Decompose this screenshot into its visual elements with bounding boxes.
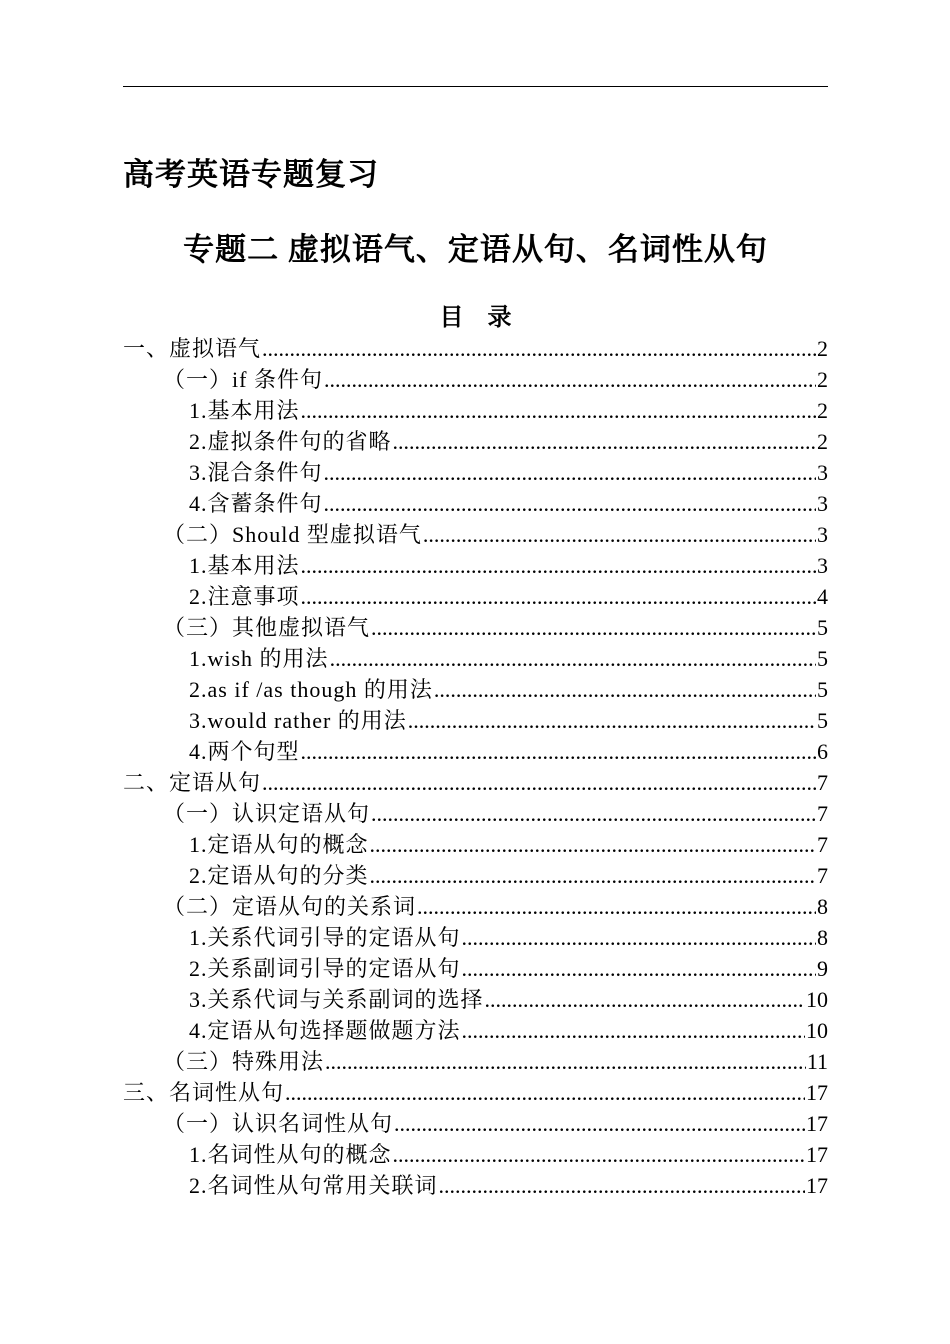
toc-entry-page-number: 6 xyxy=(817,739,828,764)
toc-entry-label: （一）if 条件句 xyxy=(163,367,323,392)
toc-dot-leader xyxy=(301,736,816,767)
toc-entry[interactable] xyxy=(123,457,828,488)
toc-dot-leader xyxy=(408,705,816,736)
toc-entry[interactable] xyxy=(123,829,828,860)
toc-dot-leader xyxy=(324,488,816,519)
toc-entry[interactable] xyxy=(123,1077,828,1108)
toc-dot-leader xyxy=(423,519,816,550)
toc-entry-page-number: 3 xyxy=(817,553,828,578)
toc-entry[interactable] xyxy=(123,488,828,519)
toc-entry-label: 4.两个句型 xyxy=(189,739,300,764)
toc-entry-page-number: 2 xyxy=(817,367,828,392)
toc-entry[interactable] xyxy=(123,674,828,705)
toc-dot-leader xyxy=(485,984,805,1015)
toc-entry-label: 二、定语从句 xyxy=(123,770,262,795)
toc-entry[interactable] xyxy=(123,736,828,767)
toc-entry-page-number: 10 xyxy=(806,1018,828,1043)
toc-dot-leader xyxy=(285,1077,805,1108)
toc-entry-page-number: 4 xyxy=(817,584,828,609)
toc-dot-leader xyxy=(301,395,816,426)
toc-entry-page-number: 5 xyxy=(817,615,828,640)
toc-entry-label: 1.基本用法 xyxy=(189,398,300,423)
toc-entry[interactable] xyxy=(123,333,828,364)
toc-entry-page-number: 7 xyxy=(817,770,828,795)
toc-dot-leader xyxy=(262,333,816,364)
toc-entry-label: 4.含蓄条件句 xyxy=(189,491,323,516)
toc-dot-leader xyxy=(301,581,816,612)
toc-entry-page-number: 5 xyxy=(817,708,828,733)
toc-entry-page-number: 11 xyxy=(806,1049,828,1074)
toc-entry-page-number: 5 xyxy=(817,677,828,702)
toc-dot-leader xyxy=(371,612,816,643)
toc-entry[interactable] xyxy=(123,1108,828,1139)
toc-entry-label: 4.定语从句选择题做题方法 xyxy=(189,1018,461,1043)
toc-entry-label: 1.定语从句的概念 xyxy=(189,832,369,857)
toc-entry[interactable] xyxy=(123,1170,828,1201)
toc-entry[interactable] xyxy=(123,364,828,395)
toc-entry-label: 一、虚拟语气 xyxy=(123,336,262,361)
toc-entry-label: （一）认识定语从句 xyxy=(163,801,371,826)
toc-dot-leader xyxy=(324,364,816,395)
toc-dot-leader xyxy=(324,457,816,488)
toc-entry-label: 1.关系代词引导的定语从句 xyxy=(189,925,461,950)
toc-entry[interactable] xyxy=(123,922,828,953)
toc-entry-page-number: 7 xyxy=(817,832,828,857)
toc-entry-page-number: 17 xyxy=(806,1173,828,1198)
toc-entry-label: 2.注意事项 xyxy=(189,584,300,609)
document-subtitle: 专题二 虚拟语气、定语从句、名词性从句 xyxy=(183,232,768,267)
toc-entry-label: 1.名词性从句的概念 xyxy=(189,1142,392,1167)
toc-dot-leader xyxy=(393,426,816,457)
toc-entry-page-number: 5 xyxy=(817,646,828,671)
document-title: 高考英语专题复习 xyxy=(123,157,379,192)
toc-entry-page-number: 17 xyxy=(806,1142,828,1167)
toc-entry[interactable] xyxy=(123,891,828,922)
toc-entry-page-number: 9 xyxy=(817,956,828,981)
toc-entry[interactable] xyxy=(123,984,828,1015)
toc-entry[interactable] xyxy=(123,643,828,674)
toc-dot-leader xyxy=(439,1170,805,1201)
toc-dot-leader xyxy=(394,1108,805,1139)
toc-entry-page-number: 3 xyxy=(817,522,828,547)
toc-entry-page-number: 2 xyxy=(817,336,828,361)
toc-entry-label: 2.名词性从句常用关联词 xyxy=(189,1173,438,1198)
toc-dot-leader xyxy=(462,1015,805,1046)
toc-entry-page-number: 8 xyxy=(817,894,828,919)
toc-entry-label: （三）其他虚拟语气 xyxy=(163,615,371,640)
toc-entry[interactable] xyxy=(123,1139,828,1170)
toc-entry-label: （一）认识名词性从句 xyxy=(163,1111,394,1136)
toc-entry-page-number: 3 xyxy=(817,491,828,516)
toc-dot-leader xyxy=(417,891,816,922)
toc-entry-label: 2.as if /as though 的用法 xyxy=(189,677,433,702)
toc-dot-leader xyxy=(434,674,816,705)
toc-dot-leader xyxy=(301,550,816,581)
toc-dot-leader xyxy=(262,767,816,798)
toc-entry-label: 3.关系代词与关系副词的选择 xyxy=(189,987,484,1012)
toc-entry[interactable] xyxy=(123,767,828,798)
toc-entry[interactable] xyxy=(123,860,828,891)
toc-dot-leader xyxy=(325,1046,806,1077)
toc-entry[interactable] xyxy=(123,550,828,581)
toc-dot-leader xyxy=(330,643,816,674)
toc-entry-label: 1.基本用法 xyxy=(189,553,300,578)
toc-entry-page-number: 8 xyxy=(817,925,828,950)
toc-entry[interactable] xyxy=(123,705,828,736)
toc-entry-label: 三、名词性从句 xyxy=(123,1080,285,1105)
toc-entry[interactable] xyxy=(123,1046,828,1077)
toc-dot-leader xyxy=(371,798,816,829)
toc-entry-label: 3.混合条件句 xyxy=(189,460,323,485)
toc-entry-label: 1.wish 的用法 xyxy=(189,646,329,671)
toc-dot-leader xyxy=(462,922,816,953)
toc-entry-page-number: 3 xyxy=(817,460,828,485)
toc-dot-leader xyxy=(370,829,816,860)
toc-entry-page-number: 7 xyxy=(817,801,828,826)
toc-entry[interactable] xyxy=(123,395,828,426)
toc-entry[interactable] xyxy=(123,426,828,457)
table-of-contents xyxy=(123,333,828,1201)
toc-dot-leader xyxy=(462,953,816,984)
toc-entry[interactable] xyxy=(123,612,828,643)
toc-entry-label: （二）Should 型虚拟语气 xyxy=(163,522,422,547)
toc-entry-label: 3.would rather 的用法 xyxy=(189,708,407,733)
toc-entry-page-number: 2 xyxy=(817,429,828,454)
toc-entry-label: 2.定语从句的分类 xyxy=(189,863,369,888)
toc-dot-leader xyxy=(370,860,816,891)
toc-heading: 目 录 xyxy=(439,305,512,331)
toc-entry-page-number: 17 xyxy=(806,1111,828,1136)
toc-entry[interactable] xyxy=(123,1015,828,1046)
toc-entry[interactable] xyxy=(123,581,828,612)
toc-entry[interactable] xyxy=(123,953,828,984)
toc-entry-page-number: 7 xyxy=(817,863,828,888)
header-rule xyxy=(123,86,828,87)
toc-entry[interactable] xyxy=(123,519,828,550)
toc-entry-label: （三）特殊用法 xyxy=(163,1049,325,1074)
toc-entry-label: 2.虚拟条件句的省略 xyxy=(189,429,392,454)
toc-entry-page-number: 10 xyxy=(806,987,828,1012)
toc-entry-page-number: 17 xyxy=(806,1080,828,1105)
toc-dot-leader xyxy=(393,1139,805,1170)
toc-entry-label: （二）定语从句的关系词 xyxy=(163,894,417,919)
toc-entry-label: 2.关系副词引导的定语从句 xyxy=(189,956,461,981)
toc-entry-page-number: 2 xyxy=(817,398,828,423)
toc-entry[interactable] xyxy=(123,798,828,829)
